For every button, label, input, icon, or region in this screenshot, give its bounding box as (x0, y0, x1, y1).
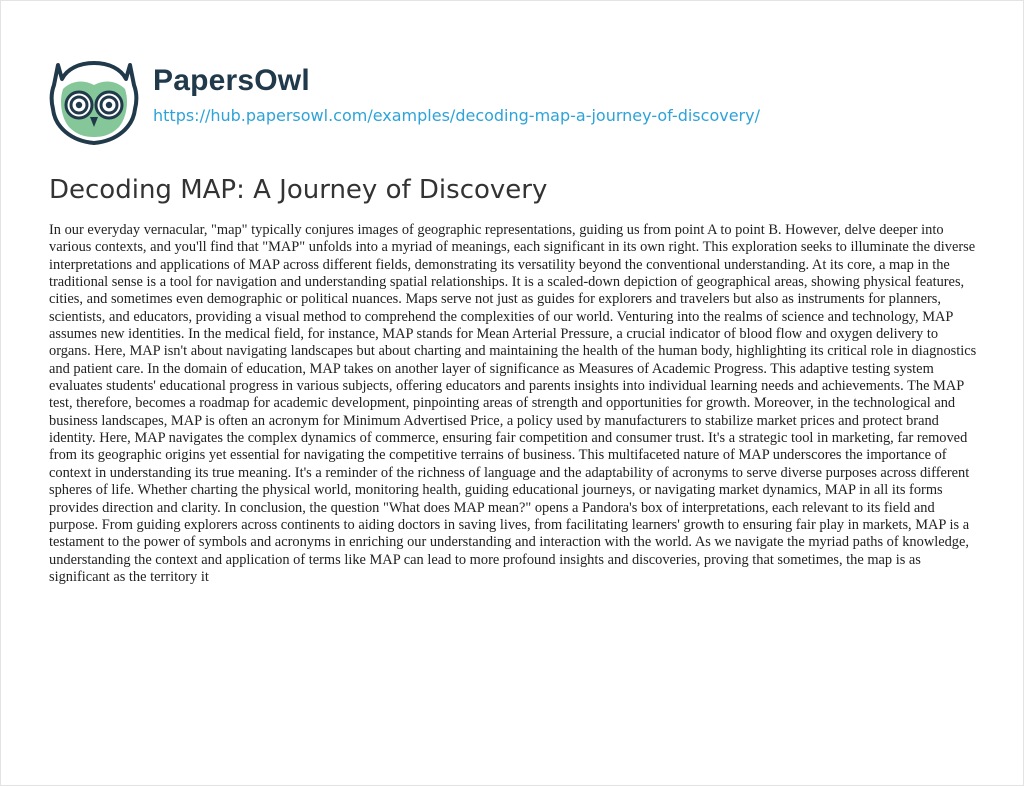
brand-name[interactable]: PapersOwl (153, 64, 310, 97)
essay-body-text: In our everyday vernacular, "map" typically conjures images of geographic representations, guiding us from point A to point B. However, delve deeper into various contexts, and you'll find that "MAP" unfolds into a myriad of meanings, each significant in its own right. This exploration seeks to illuminate the diverse interpretations and applications of MAP across different fields, demonstrating its versatility beyond the conventional understanding. At its core, a map in the traditional sense is a tool for navigation and understanding spatial relationships. It is a scaled-down depiction of geographical areas, showing physical features, cities, and sometimes even demographic or political nuances. Maps serve not just as guides for explorers and travelers but also as instruments for planners, scientists, and educators, providing a visual method to comprehend the complexities of our world. Venturing into the realms of science and technology, MAP assumes new identities. In the medical field, for instance, MAP stands for Mean Arterial Pressure, a crucial indicator of blood flow and oxygen delivery to organs. Here, MAP isn't about navigating landscapes but about charting and maintaining the health of the human body, highlighting its critical role in diagnostics and patient care. In the domain of education, MAP takes on another layer of significance as Measures of Academic Progress. This adaptive testing system evaluates students' educational progress in various subjects, offering educators and parents insights into individual learning needs and achievements. The MAP test, therefore, becomes a roadmap for academic development, pinpointing areas of strength and opportunities for growth. Moreover, in the technological and business landscapes, MAP is often an acronym for Minimum Advertised Price, a policy used by manufacturers to stabilize market prices and protect brand identity. Here, MAP navigates the complex dynamics of commerce, ensuring fair competition and consumer trust. It's a strategic tool in marketing, far removed from its geographic origins yet essential for navigating the competitive terrains of business. This multifaceted nature of MAP underscores the importance of context in understanding its true meaning. It's a reminder of the richness of language and the adaptability of acronyms to serve diverse purposes across different spheres of life. Whether charting the physical world, monitoring health, guiding educational journeys, or navigating market dynamics, MAP in all its forms provides direction and clarity. In conclusion, the question "What does MAP mean?" opens a Pandora's box of interpretations, each relevant to its field and purpose. From guiding explorers across continents to aiding doctors in saving lives, from facilitating learners' growth to ensuring fair play in markets, MAP is a testament to the power of symbols and acronyms in enriching our understanding and interaction with the world. As we navigate the myriad paths of knowledge, understanding the context and application of terms like MAP can lead to more profound insights and discoveries, proving that sometimes, the map is as significant as the territory it (49, 222, 977, 585)
owl-logo-icon (49, 59, 139, 147)
page-title: Decoding MAP: A Journey of Discovery (49, 175, 548, 205)
source-url-link[interactable]: https://hub.papersowl.com/examples/decoding-map-a-journey-of-discovery/ (153, 106, 760, 125)
site-header (49, 59, 979, 139)
